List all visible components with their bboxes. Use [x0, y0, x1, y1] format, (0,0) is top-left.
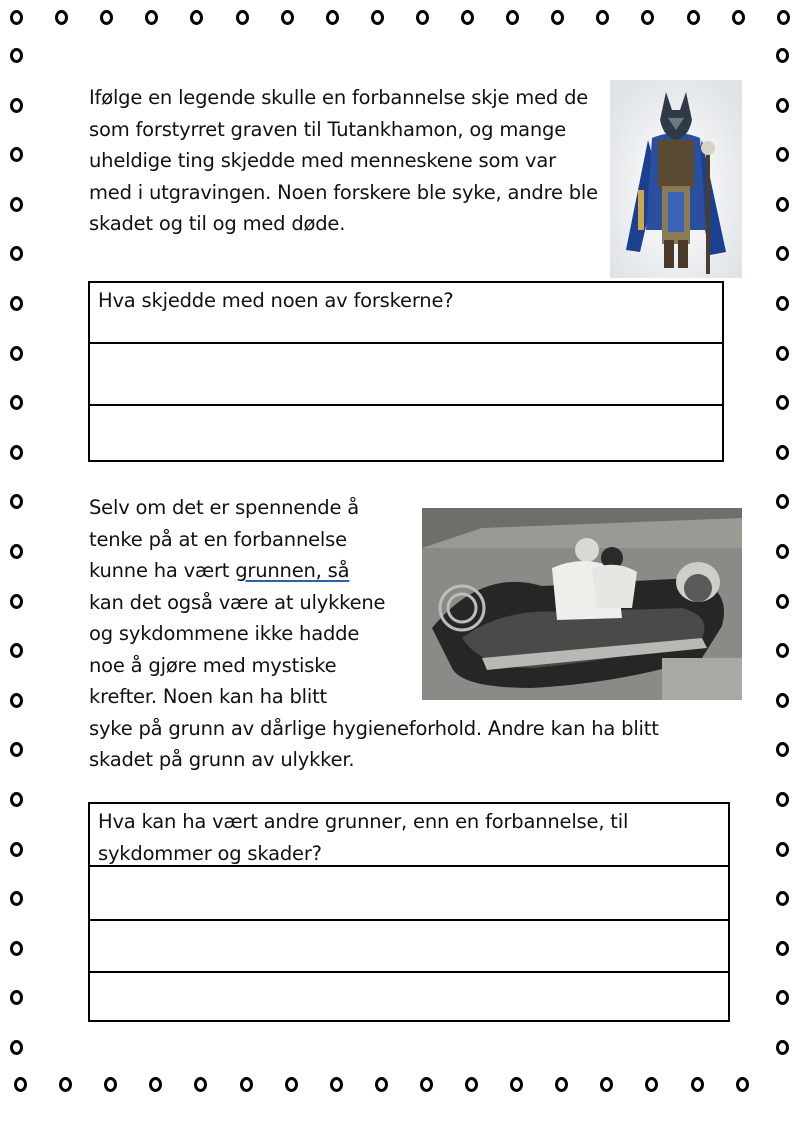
border-dot [10, 395, 23, 410]
border-dot [375, 1077, 388, 1092]
border-dot [10, 494, 23, 509]
border-dot [776, 742, 789, 757]
border-dot [776, 792, 789, 807]
border-dot [10, 346, 23, 361]
border-dot [776, 891, 789, 906]
border-dot [104, 1077, 117, 1092]
border-dot [776, 594, 789, 609]
border-dot [776, 941, 789, 956]
border-dot [596, 10, 609, 25]
border-dot [776, 246, 789, 261]
border-dot [776, 445, 789, 460]
border-dot [10, 296, 23, 311]
border-dot [190, 10, 203, 25]
border-dot [506, 10, 519, 25]
answer-line[interactable] [90, 344, 722, 406]
border-dot [736, 1077, 749, 1092]
border-dot [776, 643, 789, 658]
border-dot [149, 1077, 162, 1092]
border-dot [600, 1077, 613, 1092]
border-dot [236, 10, 249, 25]
border-dot [776, 544, 789, 559]
border-dot [510, 1077, 523, 1092]
border-dot [691, 1077, 704, 1092]
border-dot [10, 98, 23, 113]
question-row-1: Hva skjedde med noen av forskerne? [90, 283, 722, 344]
border-dot [776, 693, 789, 708]
border-dot [59, 1077, 72, 1092]
border-dot [10, 594, 23, 609]
border-dot [777, 10, 790, 25]
border-dot [240, 1077, 253, 1092]
border-dot [10, 742, 23, 757]
border-dot [420, 1077, 433, 1092]
border-dot [10, 693, 23, 708]
border-dot [776, 346, 789, 361]
border-dot [10, 891, 23, 906]
border-dot [330, 1077, 343, 1092]
border-dot [776, 494, 789, 509]
border-dot [416, 10, 429, 25]
answer-line[interactable] [90, 921, 728, 973]
border-dot [776, 842, 789, 857]
answer-line[interactable] [90, 973, 728, 1020]
anubis-figure-image [610, 80, 742, 278]
border-dot [776, 296, 789, 311]
border-dot [10, 246, 23, 261]
paragraph-other-causes: Selv om det er spennende å tenke på at en forbannelse kunne ha vært grunnen, så kan det også være at ulykkene og sykdommene ikke hadde noe å gjøre med mystiske krefter. Noen kan ha blitt syke på grunn av dårlige hygieneforhold. Andre kan ha blitt skadet på grunn av ulykker. [89, 496, 659, 771]
border-dot [645, 1077, 658, 1092]
border-dot [776, 197, 789, 212]
border-dot [145, 10, 158, 25]
underlined-word: grunnen, så [235, 559, 350, 582]
answer-line[interactable] [90, 867, 728, 921]
border-dot [776, 147, 789, 162]
border-dot [10, 445, 23, 460]
border-dot [326, 10, 339, 25]
border-dot [555, 1077, 568, 1092]
border-dot [14, 1077, 27, 1092]
border-dot [10, 941, 23, 956]
border-dot [371, 10, 384, 25]
border-dot [10, 197, 23, 212]
border-dot [10, 643, 23, 658]
border-dot [776, 1040, 789, 1055]
border-dot [10, 10, 23, 25]
border-dot [776, 98, 789, 113]
answer-box-1 [88, 281, 724, 462]
border-dot [776, 48, 789, 63]
border-dot [10, 147, 23, 162]
answer-line[interactable] [90, 406, 722, 462]
answer-box-2 [88, 802, 730, 1022]
border-dot [194, 1077, 207, 1092]
paragraph-curse-legend: Ifølge en legende skulle en forbannelse skje med de som forstyrret graven til Tutankhamon, og mange uheldige ting skjedde med menneskene som var med i utgravingen. Noen forskere ble syke, andre ble skadet og til og med døde. [89, 86, 598, 235]
border-dot [551, 10, 564, 25]
border-dot [10, 1040, 23, 1055]
border-dot [100, 10, 113, 25]
border-dot [10, 544, 23, 559]
border-dot [10, 792, 23, 807]
question-row-2: Hva kan ha vært andre grunner, enn en forbannelse, til sykdommer og skader? [90, 804, 728, 867]
border-dot [776, 990, 789, 1005]
border-dot [732, 10, 745, 25]
border-dot [55, 10, 68, 25]
border-dot [281, 10, 294, 25]
border-dot [465, 1077, 478, 1092]
border-dot [461, 10, 474, 25]
excavation-photo [422, 508, 742, 700]
border-dot [10, 842, 23, 857]
border-dot [641, 10, 654, 25]
border-dot [10, 990, 23, 1005]
border-dot [776, 395, 789, 410]
border-dot [687, 10, 700, 25]
border-dot [10, 48, 23, 63]
border-dot [285, 1077, 298, 1092]
